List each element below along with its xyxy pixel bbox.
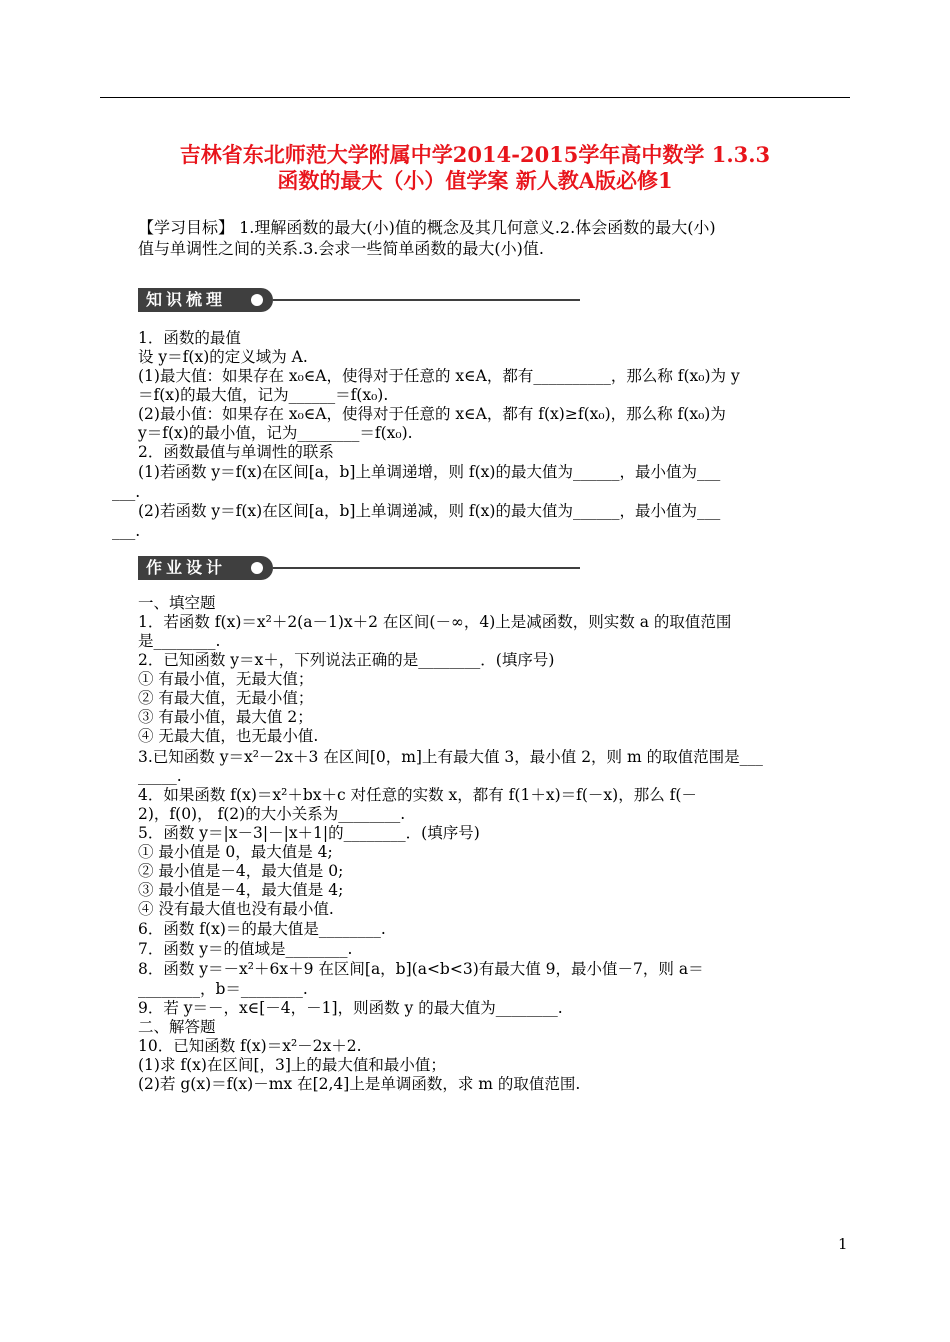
- knowledge-line: 设 y＝f(x)的定义域为 A.: [138, 348, 308, 366]
- homework-line: (2)若 g(x)＝f(x)－mx 在[2,4]上是单调函数，求 m 的取值范围.: [138, 1075, 581, 1093]
- knowledge-line: (2)最小值：如果存在 x₀∈A，使得对于任意的 x∈A，都有 f(x)≥f(x₀)，那么称 f(x₀)为: [138, 405, 726, 423]
- homework-line: 2)，f(0)， f(2)的大小关系为________.: [138, 805, 406, 823]
- homework-line: (1)求 f(x)在区间[，3]上的最大值和最小值；: [138, 1056, 446, 1074]
- homework-line: 一、填空题: [138, 594, 216, 612]
- knowledge-line: y＝f(x)的最小值，记为________＝f(x₀).: [138, 424, 413, 442]
- knowledge-line: ＝f(x)的最大值，记为______＝f(x₀).: [138, 386, 389, 404]
- knowledge-line: ___.: [112, 522, 141, 540]
- section-banner-homework: [138, 556, 580, 580]
- homework-line: 4．如果函数 f(x)＝x²＋bx＋c 对任意的实数 x，都有 f(1＋x)＝f(－x)，那么 f(－: [138, 786, 697, 804]
- header-rule: [100, 97, 850, 98]
- homework-line: 2．已知函数 y＝x＋，下列说法正确的是________．(填序号): [138, 651, 555, 669]
- document-title-line-1: 吉林省东北师范大学附属中学2014-2015学年高中数学 1.3.3: [179, 142, 771, 167]
- homework-line: 是________.: [138, 632, 221, 650]
- homework-line: 6．函数 f(x)＝的最大值是________.: [138, 920, 386, 938]
- homework-line: 7．函数 y＝的值域是________.: [138, 940, 353, 958]
- learning-objective-line-2: 值与单调性之间的关系.3.会求一些简单函数的最大(小)值.: [138, 239, 544, 258]
- knowledge-line: 1．函数的最值: [138, 329, 241, 347]
- homework-line: ④ 无最大值，也无最小值.: [138, 727, 319, 745]
- homework-line: _____.: [138, 767, 182, 785]
- homework-line: ② 最小值是－4，最大值是 0;: [138, 862, 344, 880]
- homework-line: ① 最小值是 0，最大值是 4;: [138, 843, 333, 861]
- section-banner-knowledge: [138, 288, 580, 312]
- document-title-line-2: 函数的最大（小）值学案 新人教A版必修1: [277, 168, 673, 193]
- section-rule: [273, 299, 580, 301]
- learning-objective-line-1: 【学习目标】 1.理解函数的最大(小)值的概念及其几何意义.2.体会函数的最大(小): [138, 218, 716, 237]
- knowledge-line: ___.: [112, 483, 141, 501]
- bullet-dot-icon: [251, 562, 263, 574]
- homework-line: ① 有最小值，无最大值；: [138, 670, 314, 688]
- homework-line: ② 有最大值，无最小值；: [138, 689, 314, 707]
- homework-line: 10．已知函数 f(x)＝x²－2x＋2.: [138, 1037, 362, 1055]
- homework-line: ③ 最小值是－4，最大值是 4;: [138, 881, 344, 899]
- section-rule: [273, 567, 580, 569]
- knowledge-line: (2)若函数 y＝f(x)在区间[a，b]上单调递减，则 f(x)的最大值为______，最小值为___: [138, 502, 721, 520]
- knowledge-line: (1)若函数 y＝f(x)在区间[a，b]上单调递增，则 f(x)的最大值为______，最小值为___: [138, 463, 721, 481]
- homework-line: 9．若 y＝－，x∈[－4，－1]，则函数 y 的最大值为________.: [138, 999, 563, 1017]
- homework-line: 1．若函数 f(x)＝x²＋2(a－1)x＋2 在区间(－∞，4)上是减函数，则实数 a 的取值范围: [138, 613, 732, 631]
- homework-line: 3.已知函数 y＝x²－2x＋3 在区间[0，m]上有最大值 3，最小值 2，则 m 的取值范围是___: [138, 748, 763, 766]
- knowledge-line: (1)最大值：如果存在 x₀∈A，使得对于任意的 x∈A，都有__________，那么称 f(x₀)为 y: [138, 367, 740, 385]
- section-heading-homework: 作业设计: [138, 556, 273, 580]
- homework-line: ③ 有最小值，最大值 2；: [138, 708, 313, 726]
- section-heading-knowledge: 知识梳理: [138, 288, 273, 312]
- homework-line: ________，b＝________.: [138, 980, 308, 998]
- knowledge-line: 2．函数最值与单调性的联系: [138, 443, 334, 461]
- page-number: 1: [838, 1235, 848, 1253]
- homework-line: 8．函数 y＝－x²＋6x＋9 在区间[a，b](a<b<3)有最大值 9，最小值－7，则 a＝: [138, 960, 704, 978]
- homework-line: 二、解答题: [138, 1018, 216, 1036]
- homework-line: 5．函数 y＝|x－3|－|x＋1|的________．(填序号): [138, 824, 480, 842]
- homework-line: ④ 没有最大值也没有最小值.: [138, 900, 334, 918]
- bullet-dot-icon: [251, 294, 263, 306]
